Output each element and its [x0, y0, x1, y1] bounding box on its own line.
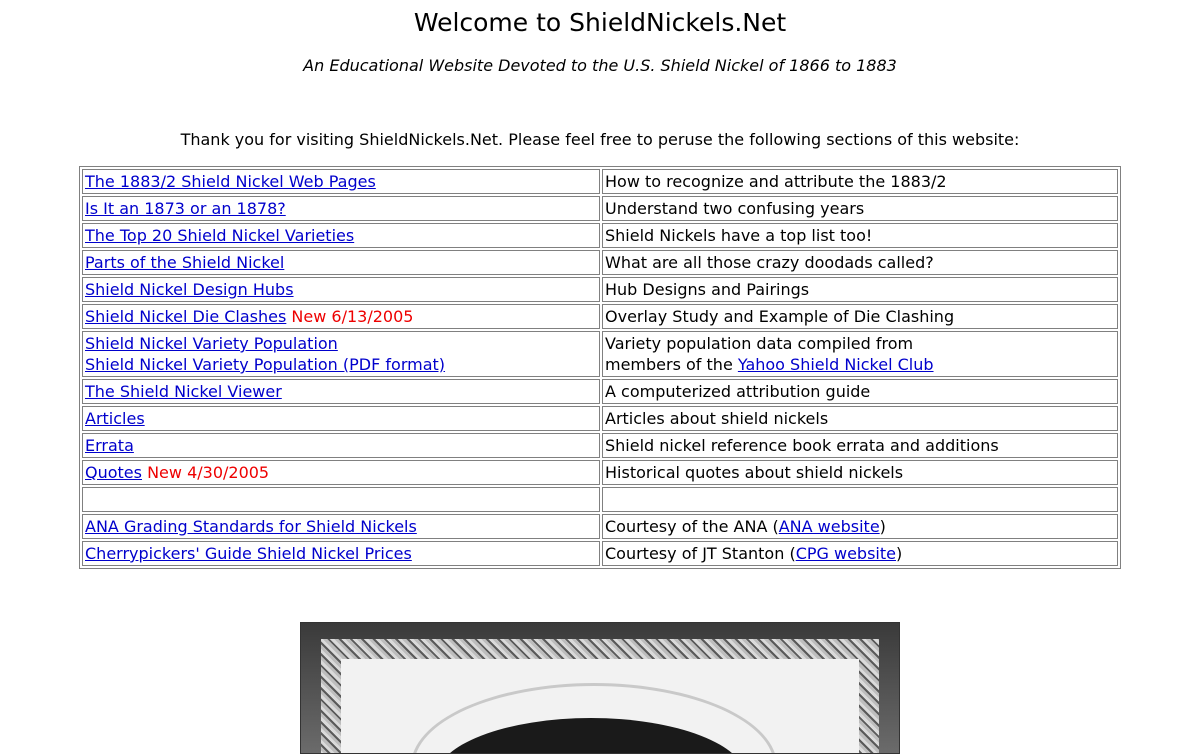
section-desc-cell: Shield nickel reference book errata and additions: [602, 433, 1118, 458]
link-articles[interactable]: Articles: [85, 409, 145, 428]
link-parts-of-nickel[interactable]: Parts of the Shield Nickel: [85, 253, 285, 272]
framed-photo-image: [300, 622, 900, 754]
section-link-cell: [82, 169, 600, 194]
section-desc-cell: A computerized attribution guide: [602, 379, 1118, 404]
section-desc-cell: Historical quotes about shield nickels: [602, 460, 1118, 485]
link-die-clashes[interactable]: Shield Nickel Die Clashes: [85, 307, 287, 326]
table-row: [82, 433, 1118, 458]
link-1873-or-1878[interactable]: Is It an 1873 or an 1878?: [85, 199, 286, 218]
table-row: [82, 331, 1118, 377]
link-nickel-viewer[interactable]: The Shield Nickel Viewer: [85, 382, 282, 401]
link-cpg-website[interactable]: CPG website: [795, 544, 896, 563]
table-row: [82, 379, 1118, 404]
link-variety-population[interactable]: Shield Nickel Variety Population: [85, 334, 338, 353]
new-badge: New 4/30/2005: [147, 463, 270, 482]
new-badge: New 6/13/2005: [291, 307, 414, 326]
table-row: [82, 304, 1118, 329]
section-desc-cell: Understand two confusing years: [602, 196, 1118, 221]
link-ana-website[interactable]: ANA website: [778, 517, 880, 536]
table-row: [82, 460, 1118, 485]
link-cherrypickers-prices[interactable]: Cherrypickers' Guide Shield Nickel Prices: [85, 544, 412, 563]
link-quotes[interactable]: Quotes: [85, 463, 142, 482]
link-variety-population-pdf[interactable]: Shield Nickel Variety Population (PDF format): [85, 355, 446, 374]
page-title: Welcome to ShieldNickels.Net: [413, 8, 787, 37]
table-row: [82, 169, 1118, 194]
table-row: [82, 223, 1118, 248]
section-desc-cell: Courtesy of the ANA (ANA website): [602, 514, 1118, 539]
section-desc-cell: Overlay Study and Example of Die Clashing: [602, 304, 1118, 329]
section-desc-cell: Variety population data compiled from members of the Yahoo Shield Nickel Club: [602, 331, 1118, 377]
table-row: [82, 541, 1118, 566]
link-errata[interactable]: Errata: [85, 436, 134, 455]
section-desc-cell: Articles about shield nickels: [602, 406, 1118, 431]
section-desc-cell: Shield Nickels have a top list too!: [602, 223, 1118, 248]
page-subtitle: An Educational Website Devoted to the U.S. Shield Nickel of 1866 to 1883: [303, 56, 897, 75]
link-top-20-varieties[interactable]: The Top 20 Shield Nickel Varieties: [85, 226, 355, 245]
link-yahoo-club[interactable]: Yahoo Shield Nickel Club: [737, 355, 934, 374]
link-1883-2-pages[interactable]: The 1883/2 Shield Nickel Web Pages: [85, 172, 376, 191]
section-desc-cell: Hub Designs and Pairings: [602, 277, 1118, 302]
table-row: [82, 514, 1118, 539]
section-desc-cell: How to recognize and attribute the 1883/2: [602, 169, 1118, 194]
intro-text: Thank you for visiting ShieldNickels.Net. Please feel free to peruse the following sections of this website:: [180, 130, 1020, 149]
table-row: [82, 277, 1118, 302]
sections-table: [79, 166, 1121, 569]
table-row-empty: [82, 487, 1118, 512]
table-row: [82, 250, 1118, 275]
link-ana-grading[interactable]: ANA Grading Standards for Shield Nickels: [85, 517, 417, 536]
link-design-hubs[interactable]: Shield Nickel Design Hubs: [85, 280, 294, 299]
table-row: [82, 406, 1118, 431]
section-desc-cell: Courtesy of JT Stanton (CPG website): [602, 541, 1118, 566]
table-row: [82, 196, 1118, 221]
section-desc-cell: What are all those crazy doodads called?: [602, 250, 1118, 275]
